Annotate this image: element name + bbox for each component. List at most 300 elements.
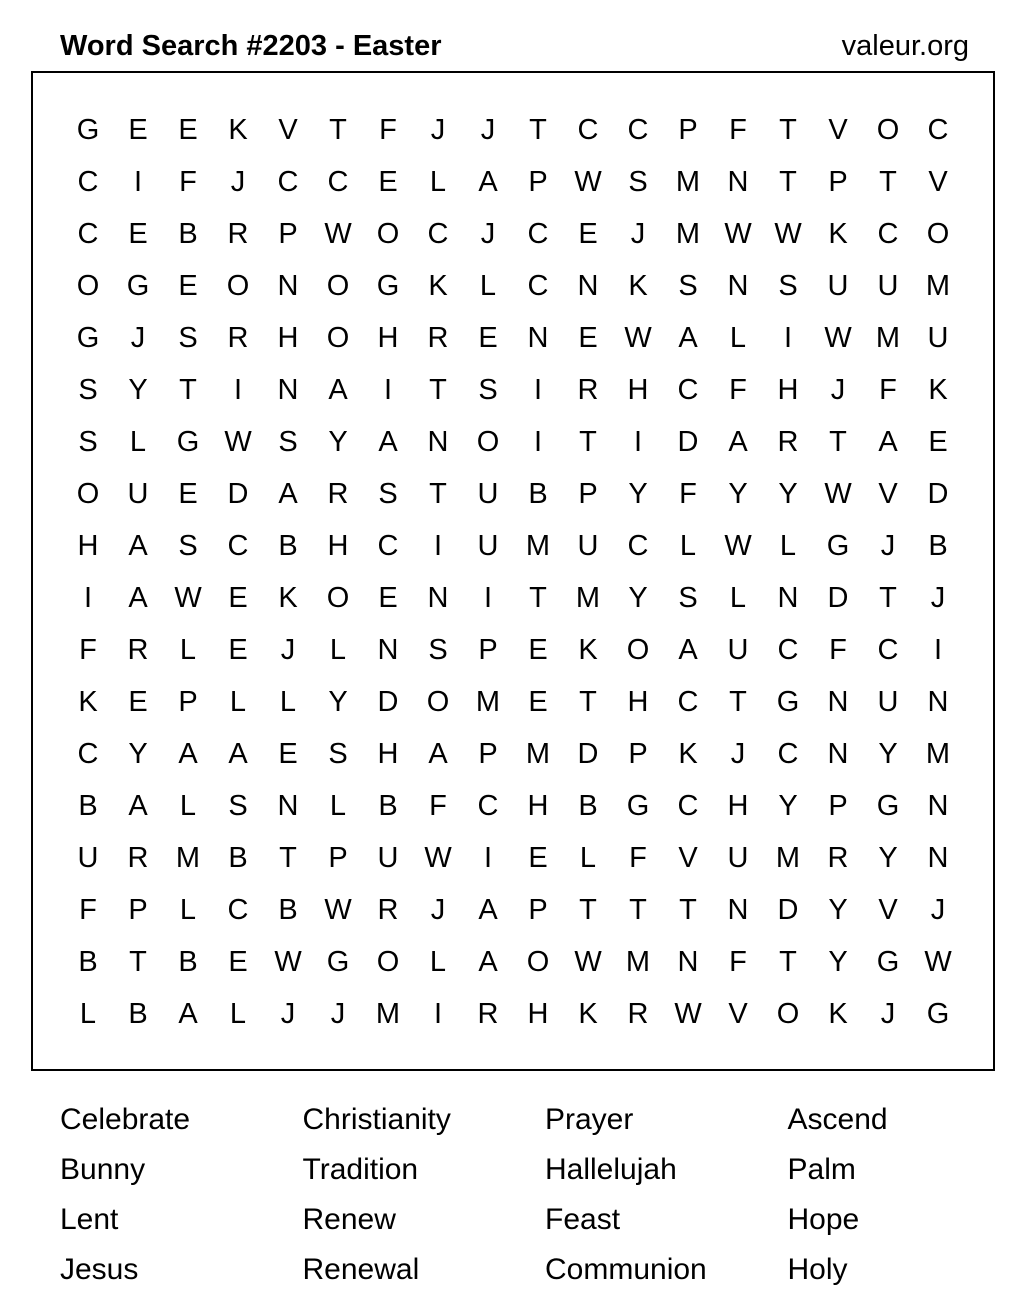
grid-cell[interactable]: D bbox=[227, 477, 249, 510]
grid-cell[interactable]: F bbox=[379, 113, 397, 146]
grid-cell[interactable]: R bbox=[577, 373, 599, 406]
grid-cell[interactable]: R bbox=[427, 321, 449, 354]
grid-cell[interactable]: T bbox=[779, 113, 797, 146]
grid-cell[interactable]: J bbox=[430, 893, 446, 926]
grid-cell[interactable]: V bbox=[728, 997, 748, 1030]
grid-cell[interactable]: I bbox=[133, 165, 143, 198]
grid-cell[interactable]: H bbox=[527, 789, 549, 822]
grid-cell[interactable]: B bbox=[178, 945, 198, 978]
grid-cell[interactable]: C bbox=[677, 373, 699, 406]
grid-cell[interactable]: W bbox=[724, 529, 752, 562]
grid-cell[interactable]: T bbox=[529, 113, 547, 146]
grid-cell[interactable]: T bbox=[879, 165, 897, 198]
grid-cell[interactable]: V bbox=[928, 165, 948, 198]
grid-cell[interactable]: V bbox=[678, 841, 698, 874]
grid-cell[interactable]: P bbox=[628, 737, 648, 770]
grid-cell[interactable]: N bbox=[577, 269, 599, 302]
grid-cell[interactable]: N bbox=[277, 269, 299, 302]
grid-cell[interactable]: M bbox=[625, 945, 651, 978]
grid-cell[interactable]: L bbox=[329, 633, 347, 666]
grid-cell[interactable]: B bbox=[278, 529, 298, 562]
grid-cell[interactable]: U bbox=[727, 841, 749, 874]
grid-cell[interactable]: Y bbox=[128, 737, 148, 770]
grid-cell[interactable]: K bbox=[78, 685, 98, 718]
grid-cell[interactable]: U bbox=[827, 269, 849, 302]
grid-cell[interactable]: N bbox=[277, 789, 299, 822]
grid-cell[interactable]: K bbox=[578, 997, 598, 1030]
grid-cell[interactable]: P bbox=[128, 893, 148, 926]
grid-cell[interactable]: S bbox=[328, 737, 348, 770]
grid-cell[interactable]: T bbox=[829, 425, 847, 458]
grid-cell[interactable]: C bbox=[677, 685, 699, 718]
grid-cell[interactable]: G bbox=[76, 113, 100, 146]
grid-cell[interactable]: C bbox=[227, 529, 249, 562]
grid-cell[interactable]: E bbox=[178, 113, 198, 146]
grid-cell[interactable]: P bbox=[478, 737, 498, 770]
grid-cell[interactable]: K bbox=[278, 581, 298, 614]
grid-cell[interactable]: O bbox=[926, 217, 950, 250]
grid-cell[interactable]: L bbox=[279, 685, 297, 718]
grid-cell[interactable]: U bbox=[927, 321, 949, 354]
grid-cell[interactable]: J bbox=[830, 373, 846, 406]
grid-cell[interactable]: C bbox=[377, 529, 399, 562]
grid-cell[interactable]: J bbox=[880, 997, 896, 1030]
grid-cell[interactable]: E bbox=[578, 217, 598, 250]
grid-cell[interactable]: R bbox=[227, 217, 249, 250]
grid-cell[interactable]: C bbox=[677, 789, 699, 822]
grid-cell[interactable]: G bbox=[126, 269, 150, 302]
grid-cell[interactable]: P bbox=[328, 841, 348, 874]
grid-cell[interactable]: M bbox=[525, 737, 551, 770]
grid-cell[interactable]: W bbox=[824, 477, 852, 510]
grid-cell[interactable]: M bbox=[925, 737, 951, 770]
grid-cell[interactable]: B bbox=[928, 529, 948, 562]
grid-cell[interactable]: N bbox=[727, 893, 749, 926]
grid-cell[interactable]: E bbox=[478, 321, 498, 354]
grid-cell[interactable]: Y bbox=[828, 893, 848, 926]
grid-cell[interactable]: G bbox=[376, 269, 400, 302]
grid-cell[interactable]: O bbox=[476, 425, 500, 458]
grid-cell[interactable]: B bbox=[278, 893, 298, 926]
grid-cell[interactable]: L bbox=[429, 945, 447, 978]
grid-cell[interactable]: U bbox=[477, 529, 499, 562]
grid-cell[interactable]: A bbox=[428, 737, 448, 770]
grid-cell[interactable]: U bbox=[127, 477, 149, 510]
grid-cell[interactable]: R bbox=[627, 997, 649, 1030]
grid-cell[interactable]: K bbox=[928, 373, 948, 406]
grid-cell[interactable]: S bbox=[678, 269, 698, 302]
grid-cell[interactable]: U bbox=[877, 685, 899, 718]
grid-cell[interactable]: Y bbox=[878, 841, 898, 874]
grid-cell[interactable]: O bbox=[876, 113, 900, 146]
grid-cell[interactable]: V bbox=[878, 477, 898, 510]
grid-cell[interactable]: D bbox=[777, 893, 799, 926]
grid-cell[interactable]: R bbox=[127, 633, 149, 666]
grid-cell[interactable]: C bbox=[627, 529, 649, 562]
grid-cell[interactable]: L bbox=[179, 633, 197, 666]
grid-cell[interactable]: G bbox=[876, 945, 900, 978]
grid-cell[interactable]: D bbox=[577, 737, 599, 770]
grid-cell[interactable]: R bbox=[477, 997, 499, 1030]
grid-cell[interactable]: K bbox=[428, 269, 448, 302]
grid-cell[interactable]: R bbox=[327, 477, 349, 510]
grid-cell[interactable]: Y bbox=[328, 685, 348, 718]
grid-cell[interactable]: F bbox=[679, 477, 697, 510]
grid-cell[interactable]: A bbox=[678, 633, 698, 666]
grid-cell[interactable]: O bbox=[76, 477, 100, 510]
grid-cell[interactable]: Y bbox=[778, 477, 798, 510]
grid-cell[interactable]: K bbox=[828, 217, 848, 250]
grid-cell[interactable]: M bbox=[175, 841, 201, 874]
grid-cell[interactable]: F bbox=[429, 789, 447, 822]
grid-cell[interactable]: C bbox=[527, 269, 549, 302]
grid-cell[interactable]: M bbox=[875, 321, 901, 354]
grid-cell[interactable]: N bbox=[527, 321, 549, 354]
grid-cell[interactable]: N bbox=[377, 633, 399, 666]
grid-cell[interactable]: G bbox=[876, 789, 900, 822]
grid-cell[interactable]: O bbox=[376, 217, 400, 250]
grid-cell[interactable]: O bbox=[626, 633, 650, 666]
grid-cell[interactable]: W bbox=[424, 841, 452, 874]
grid-cell[interactable]: L bbox=[729, 581, 747, 614]
grid-cell[interactable]: V bbox=[278, 113, 298, 146]
grid-cell[interactable]: T bbox=[329, 113, 347, 146]
grid-cell[interactable]: Y bbox=[728, 477, 748, 510]
grid-cell[interactable]: E bbox=[178, 477, 198, 510]
grid-cell[interactable]: E bbox=[228, 945, 248, 978]
grid-cell[interactable]: S bbox=[628, 165, 648, 198]
grid-cell[interactable]: U bbox=[377, 841, 399, 874]
grid-cell[interactable]: P bbox=[678, 113, 698, 146]
grid-cell[interactable]: O bbox=[526, 945, 550, 978]
grid-cell[interactable]: E bbox=[228, 633, 248, 666]
grid-cell[interactable]: F bbox=[79, 893, 97, 926]
grid-cell[interactable]: M bbox=[475, 685, 501, 718]
grid-cell[interactable]: A bbox=[378, 425, 398, 458]
grid-cell[interactable]: B bbox=[78, 945, 98, 978]
grid-cell[interactable]: K bbox=[678, 737, 698, 770]
grid-cell[interactable]: S bbox=[178, 529, 198, 562]
grid-cell[interactable]: W bbox=[674, 997, 702, 1030]
grid-cell[interactable]: B bbox=[528, 477, 548, 510]
grid-cell[interactable]: P bbox=[828, 165, 848, 198]
grid-cell[interactable]: Y bbox=[878, 737, 898, 770]
grid-cell[interactable]: C bbox=[327, 165, 349, 198]
grid-cell[interactable]: S bbox=[778, 269, 798, 302]
grid-cell[interactable]: A bbox=[478, 893, 498, 926]
grid-cell[interactable]: T bbox=[579, 685, 597, 718]
grid-cell[interactable]: J bbox=[280, 997, 296, 1030]
grid-cell[interactable]: M bbox=[525, 529, 551, 562]
grid-cell[interactable]: W bbox=[724, 217, 752, 250]
grid-cell[interactable]: E bbox=[278, 737, 298, 770]
grid-cell[interactable]: G bbox=[326, 945, 350, 978]
grid-cell[interactable]: W bbox=[224, 425, 252, 458]
grid-cell[interactable]: B bbox=[378, 789, 398, 822]
grid-cell[interactable]: P bbox=[578, 477, 598, 510]
grid-cell[interactable]: Y bbox=[128, 373, 148, 406]
grid-cell[interactable]: I bbox=[83, 581, 93, 614]
grid-cell[interactable]: U bbox=[877, 269, 899, 302]
grid-cell[interactable]: T bbox=[779, 945, 797, 978]
grid-cell[interactable]: K bbox=[228, 113, 248, 146]
grid-cell[interactable]: N bbox=[427, 425, 449, 458]
grid-cell[interactable]: H bbox=[277, 321, 299, 354]
grid-cell[interactable]: F bbox=[179, 165, 197, 198]
grid-cell[interactable]: A bbox=[128, 529, 148, 562]
grid-cell[interactable]: E bbox=[378, 581, 398, 614]
grid-cell[interactable]: G bbox=[826, 529, 850, 562]
grid-cell[interactable]: E bbox=[528, 685, 548, 718]
grid-cell[interactable]: J bbox=[280, 633, 296, 666]
grid-cell[interactable]: J bbox=[480, 113, 496, 146]
grid-cell[interactable]: S bbox=[428, 633, 448, 666]
grid-cell[interactable]: W bbox=[774, 217, 802, 250]
grid-cell[interactable]: T bbox=[429, 477, 447, 510]
grid-cell[interactable]: C bbox=[277, 165, 299, 198]
grid-cell[interactable]: P bbox=[828, 789, 848, 822]
grid-cell[interactable]: C bbox=[77, 217, 99, 250]
grid-cell[interactable]: D bbox=[927, 477, 949, 510]
grid-cell[interactable]: C bbox=[777, 633, 799, 666]
grid-cell[interactable]: D bbox=[377, 685, 399, 718]
grid-cell[interactable]: C bbox=[877, 633, 899, 666]
grid-cell[interactable]: C bbox=[877, 217, 899, 250]
grid-cell[interactable]: R bbox=[827, 841, 849, 874]
grid-cell[interactable]: R bbox=[777, 425, 799, 458]
grid-cell[interactable]: O bbox=[226, 269, 250, 302]
grid-cell[interactable]: A bbox=[178, 997, 198, 1030]
grid-cell[interactable]: B bbox=[228, 841, 248, 874]
grid-cell[interactable]: F bbox=[729, 945, 747, 978]
grid-cell[interactable]: N bbox=[727, 165, 749, 198]
grid-cell[interactable]: H bbox=[77, 529, 99, 562]
grid-cell[interactable]: C bbox=[577, 113, 599, 146]
grid-cell[interactable]: C bbox=[77, 165, 99, 198]
grid-cell[interactable]: L bbox=[229, 997, 247, 1030]
grid-cell[interactable]: I bbox=[533, 425, 543, 458]
grid-cell[interactable]: T bbox=[279, 841, 297, 874]
grid-cell[interactable]: G bbox=[176, 425, 200, 458]
grid-cell[interactable]: D bbox=[677, 425, 699, 458]
grid-cell[interactable]: I bbox=[633, 425, 643, 458]
grid-cell[interactable]: A bbox=[128, 581, 148, 614]
grid-cell[interactable]: L bbox=[579, 841, 597, 874]
grid-cell[interactable]: H bbox=[627, 685, 649, 718]
grid-cell[interactable]: L bbox=[129, 425, 147, 458]
grid-cell[interactable]: R bbox=[377, 893, 399, 926]
grid-cell[interactable]: N bbox=[827, 737, 849, 770]
grid-cell[interactable]: J bbox=[330, 997, 346, 1030]
grid-cell[interactable]: W bbox=[324, 893, 352, 926]
grid-cell[interactable]: W bbox=[274, 945, 302, 978]
grid-cell[interactable]: H bbox=[777, 373, 799, 406]
grid-cell[interactable]: J bbox=[930, 581, 946, 614]
grid-cell[interactable]: H bbox=[527, 997, 549, 1030]
grid-cell[interactable]: N bbox=[727, 269, 749, 302]
grid-cell[interactable]: C bbox=[427, 217, 449, 250]
grid-cell[interactable]: C bbox=[477, 789, 499, 822]
grid-cell[interactable]: T bbox=[579, 425, 597, 458]
grid-cell[interactable]: B bbox=[178, 217, 198, 250]
grid-cell[interactable]: R bbox=[227, 321, 249, 354]
grid-cell[interactable]: Y bbox=[828, 945, 848, 978]
grid-cell[interactable]: H bbox=[327, 529, 349, 562]
grid-cell[interactable]: N bbox=[927, 789, 949, 822]
grid-cell[interactable]: L bbox=[179, 789, 197, 822]
grid-cell[interactable]: T bbox=[779, 165, 797, 198]
grid-cell[interactable]: J bbox=[930, 893, 946, 926]
grid-cell[interactable]: L bbox=[429, 165, 447, 198]
grid-cell[interactable]: H bbox=[727, 789, 749, 822]
grid-cell[interactable]: E bbox=[928, 425, 948, 458]
grid-cell[interactable]: C bbox=[627, 113, 649, 146]
grid-cell[interactable]: J bbox=[880, 529, 896, 562]
grid-cell[interactable]: U bbox=[477, 477, 499, 510]
grid-cell[interactable]: A bbox=[328, 373, 348, 406]
grid-cell[interactable]: I bbox=[433, 997, 443, 1030]
grid-cell[interactable]: J bbox=[430, 113, 446, 146]
grid-cell[interactable]: Y bbox=[328, 425, 348, 458]
grid-cell[interactable]: I bbox=[533, 373, 543, 406]
grid-cell[interactable]: A bbox=[128, 789, 148, 822]
grid-cell[interactable]: R bbox=[127, 841, 149, 874]
grid-cell[interactable]: E bbox=[178, 269, 198, 302]
grid-cell[interactable]: E bbox=[378, 165, 398, 198]
grid-cell[interactable]: L bbox=[479, 269, 497, 302]
grid-cell[interactable]: T bbox=[179, 373, 197, 406]
grid-cell[interactable]: O bbox=[326, 269, 350, 302]
grid-cell[interactable]: J bbox=[130, 321, 146, 354]
grid-cell[interactable]: K bbox=[578, 633, 598, 666]
grid-cell[interactable]: M bbox=[675, 217, 701, 250]
grid-cell[interactable]: U bbox=[77, 841, 99, 874]
grid-cell[interactable]: S bbox=[78, 373, 98, 406]
grid-cell[interactable]: M bbox=[575, 581, 601, 614]
grid-cell[interactable]: E bbox=[128, 113, 148, 146]
grid-cell[interactable]: T bbox=[679, 893, 697, 926]
grid-cell[interactable]: N bbox=[927, 685, 949, 718]
grid-cell[interactable]: P bbox=[178, 685, 198, 718]
grid-cell[interactable]: T bbox=[579, 893, 597, 926]
grid-cell[interactable]: E bbox=[528, 633, 548, 666]
grid-cell[interactable]: E bbox=[228, 581, 248, 614]
grid-cell[interactable]: T bbox=[529, 581, 547, 614]
grid-cell[interactable]: T bbox=[129, 945, 147, 978]
grid-cell[interactable]: A bbox=[678, 321, 698, 354]
grid-cell[interactable]: K bbox=[628, 269, 648, 302]
grid-cell[interactable]: W bbox=[924, 945, 952, 978]
grid-cell[interactable]: I bbox=[233, 373, 243, 406]
grid-cell[interactable]: L bbox=[79, 997, 97, 1030]
grid-cell[interactable]: H bbox=[377, 737, 399, 770]
grid-cell[interactable]: N bbox=[827, 685, 849, 718]
grid-cell[interactable]: N bbox=[927, 841, 949, 874]
grid-cell[interactable]: S bbox=[178, 321, 198, 354]
grid-cell[interactable]: E bbox=[578, 321, 598, 354]
grid-cell[interactable]: A bbox=[228, 737, 248, 770]
grid-cell[interactable]: U bbox=[577, 529, 599, 562]
grid-cell[interactable]: L bbox=[679, 529, 697, 562]
grid-cell[interactable]: S bbox=[378, 477, 398, 510]
grid-cell[interactable]: S bbox=[78, 425, 98, 458]
grid-cell[interactable]: N bbox=[777, 581, 799, 614]
grid-cell[interactable]: C bbox=[227, 893, 249, 926]
grid-cell[interactable]: B bbox=[78, 789, 98, 822]
grid-cell[interactable]: A bbox=[278, 477, 298, 510]
grid-cell[interactable]: C bbox=[927, 113, 949, 146]
grid-cell[interactable]: K bbox=[828, 997, 848, 1030]
grid-cell[interactable]: S bbox=[228, 789, 248, 822]
grid-cell[interactable]: P bbox=[278, 217, 298, 250]
grid-cell[interactable]: O bbox=[326, 581, 350, 614]
grid-cell[interactable]: W bbox=[574, 945, 602, 978]
grid-cell[interactable]: P bbox=[478, 633, 498, 666]
grid-cell[interactable]: A bbox=[728, 425, 748, 458]
grid-cell[interactable]: V bbox=[828, 113, 848, 146]
grid-cell[interactable]: E bbox=[528, 841, 548, 874]
grid-cell[interactable]: W bbox=[324, 217, 352, 250]
grid-cell[interactable]: G bbox=[926, 997, 950, 1030]
grid-cell[interactable]: B bbox=[128, 997, 148, 1030]
grid-cell[interactable]: C bbox=[527, 217, 549, 250]
grid-cell[interactable]: B bbox=[578, 789, 598, 822]
grid-cell[interactable]: S bbox=[478, 373, 498, 406]
grid-cell[interactable]: A bbox=[478, 165, 498, 198]
grid-cell[interactable]: E bbox=[128, 217, 148, 250]
grid-cell[interactable]: I bbox=[783, 321, 793, 354]
grid-cell[interactable]: L bbox=[179, 893, 197, 926]
grid-cell[interactable]: G bbox=[626, 789, 650, 822]
grid-cell[interactable]: F bbox=[829, 633, 847, 666]
grid-cell[interactable]: P bbox=[528, 165, 548, 198]
grid-cell[interactable]: O bbox=[376, 945, 400, 978]
grid-cell[interactable]: F bbox=[729, 113, 747, 146]
grid-cell[interactable]: L bbox=[329, 789, 347, 822]
grid-cell[interactable]: F bbox=[629, 841, 647, 874]
grid-cell[interactable]: Y bbox=[628, 477, 648, 510]
grid-cell[interactable]: J bbox=[480, 217, 496, 250]
grid-cell[interactable]: S bbox=[278, 425, 298, 458]
grid-cell[interactable]: G bbox=[776, 685, 800, 718]
grid-cell[interactable]: M bbox=[675, 165, 701, 198]
grid-cell[interactable]: T bbox=[429, 373, 447, 406]
grid-cell[interactable]: J bbox=[230, 165, 246, 198]
grid-cell[interactable]: N bbox=[427, 581, 449, 614]
grid-cell[interactable]: F bbox=[729, 373, 747, 406]
grid-cell[interactable]: V bbox=[878, 893, 898, 926]
grid-cell[interactable]: E bbox=[128, 685, 148, 718]
grid-cell[interactable]: J bbox=[730, 737, 746, 770]
grid-cell[interactable]: O bbox=[76, 269, 100, 302]
grid-cell[interactable]: L bbox=[779, 529, 797, 562]
grid-cell[interactable]: I bbox=[933, 633, 943, 666]
grid-cell[interactable]: I bbox=[483, 841, 493, 874]
grid-cell[interactable]: F bbox=[879, 373, 897, 406]
grid-cell[interactable]: I bbox=[383, 373, 393, 406]
grid-cell[interactable]: O bbox=[776, 997, 800, 1030]
grid-cell[interactable]: L bbox=[229, 685, 247, 718]
grid-cell[interactable]: T bbox=[729, 685, 747, 718]
grid-cell[interactable]: T bbox=[629, 893, 647, 926]
grid-cell[interactable]: N bbox=[277, 373, 299, 406]
grid-cell[interactable]: T bbox=[879, 581, 897, 614]
grid-cell[interactable]: M bbox=[775, 841, 801, 874]
grid-cell[interactable]: A bbox=[878, 425, 898, 458]
grid-cell[interactable]: W bbox=[574, 165, 602, 198]
grid-cell[interactable]: G bbox=[76, 321, 100, 354]
grid-cell[interactable]: S bbox=[678, 581, 698, 614]
